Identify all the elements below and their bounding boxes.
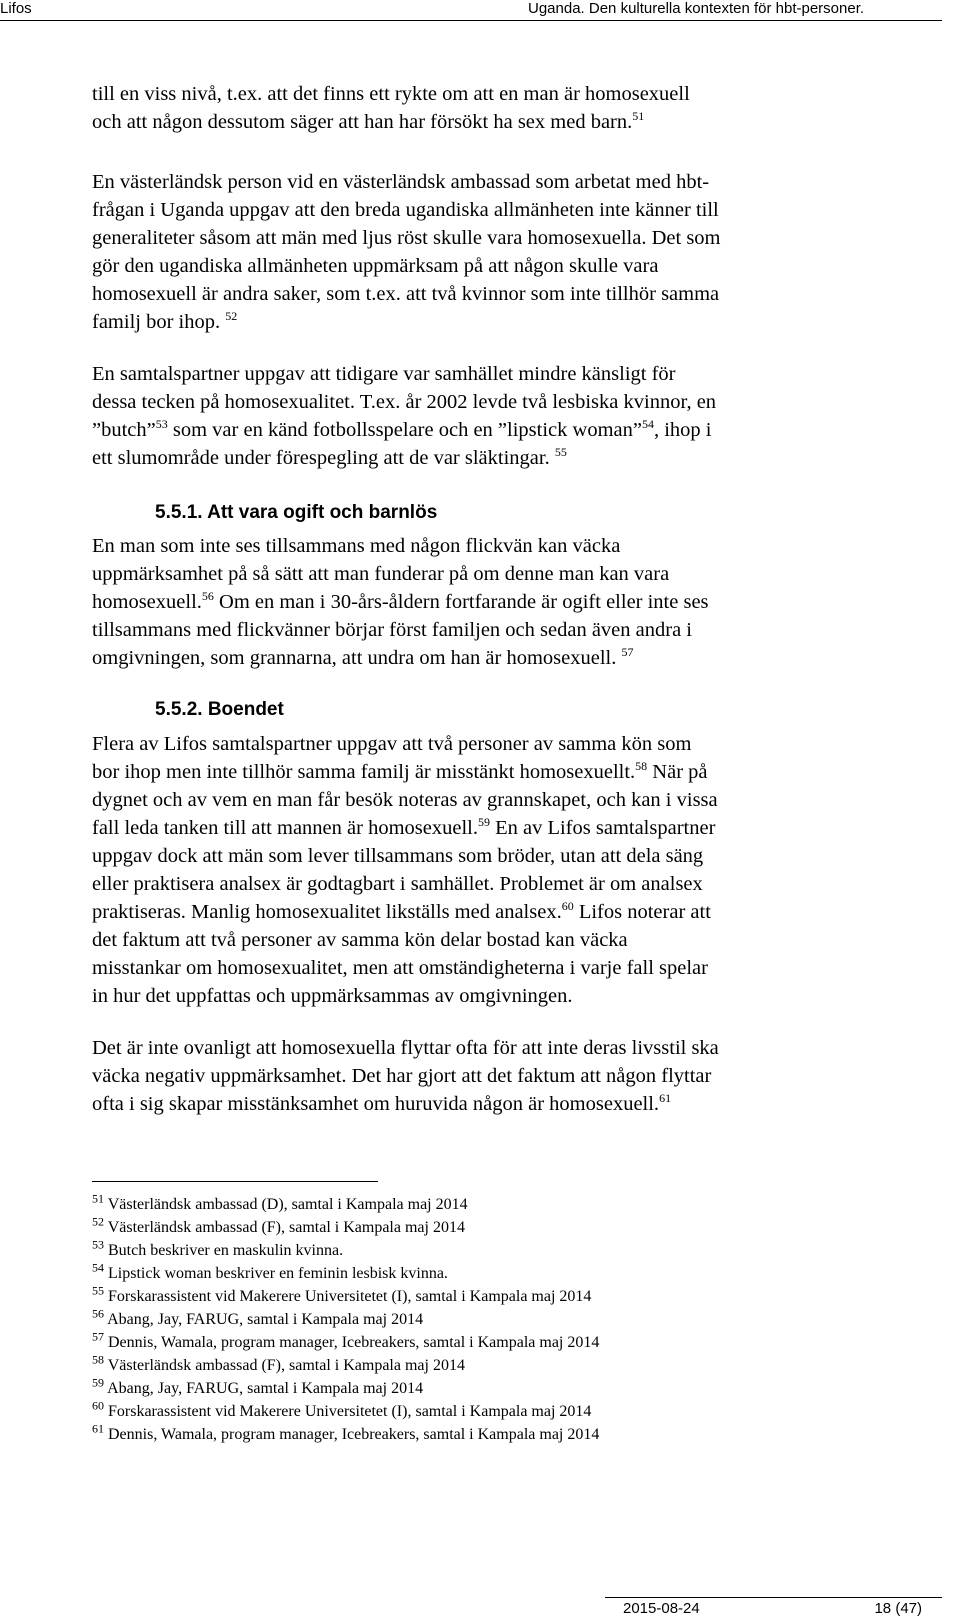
text-run: ”butch” [92,419,156,441]
section-number: 5.5.2. [155,699,203,720]
text-line [92,758,862,786]
section-number: 5.5.1. [155,502,203,523]
text-run: homosexuell. [92,591,202,613]
footnote-number: 60 [92,1398,104,1413]
footnote-ref: 57 [621,645,634,660]
paragraph [92,80,862,136]
footnote-text: Abang, Jay, FARUG, samtal i Kampala maj 2014 [107,1311,424,1328]
footnote-text: Abang, Jay, FARUG, samtal i Kampala maj 2014 [107,1380,424,1397]
text-line [92,814,862,842]
text-line: tillsammans med flickvänner börjar först familjen och sedan även andra i [92,619,692,641]
footnote-number: 54 [92,1260,104,1275]
text-run: bor ihop men inte tillhör samma familj är misstänkt homosexuellt. [92,761,636,783]
footnotes [92,1193,599,1446]
paragraph [92,730,862,1010]
footnote-ref: 53 [155,417,168,432]
footnote [92,1239,599,1262]
footnote-text: Västerländsk ambassad (F), samtal i Kampala maj 2014 [107,1219,465,1236]
footnote-ref: 52 [225,309,238,324]
text-run: fall leda tanken till att mannen är homosexuell. [92,817,478,839]
text-line [92,444,862,472]
footnote-ref: 61 [659,1091,672,1106]
text-line: till en viss nivå, t.ex. att det finns ett rykte om att en man är homosexuell [92,83,690,105]
footnote-number: 57 [92,1329,104,1344]
footnote [92,1423,599,1446]
footnote [92,1400,599,1423]
footnote-ref: 58 [635,759,648,774]
footnote-text: Forskarassistent vid Makerere Universitetet (I), samtal i Kampala maj 2014 [108,1403,592,1420]
text-line: in hur det uppfattas och uppmärksammas av omgivningen. [92,985,573,1007]
text-line: dessa tecken på homosexualitet. T.ex. år 2002 levde två lesbiska kvinnor, en [92,391,717,413]
text-run: ett slumområde under förespegling att de var släktingar. [92,447,550,469]
footnote-text: Västerländsk ambassad (F), samtal i Kampala maj 2014 [107,1357,465,1374]
footnote-ref: 56 [201,589,214,604]
page-header [0,0,942,21]
text-line: eller praktisera analsex är godtagbart i samhället. Problemet är om analsex [92,873,703,895]
section-heading [155,699,284,721]
footnote-text: Forskarassistent vid Makerere Universitetet (I), samtal i Kampala maj 2014 [108,1288,592,1305]
text-line [92,108,862,136]
text-run: Lifos noterar att [573,901,711,923]
footnote-number: 55 [92,1283,104,1298]
footnote-ref: 51 [632,109,645,124]
text-run: som var en känd fotbollsspelare och en ”lipstick woman” [167,419,642,441]
footnote-text: Butch beskriver en maskulin kvinna. [108,1242,344,1259]
text-run: praktiseras. Manlig homosexualitet likställs med analsex. [92,901,562,923]
footnote [92,1308,599,1331]
text-run: ofta i sig skapar misstänksamhet om huruvida någon är homosexuell. [92,1093,660,1115]
footnote-ref: 59 [477,815,490,830]
text-line [92,308,862,336]
text-run: En av Lifos samtalspartner [489,817,716,839]
text-line: Flera av Lifos samtalspartner uppgav att två personer av samma kön som [92,733,692,755]
text-line [92,898,862,926]
footnote-divider [92,1181,378,1182]
footnote-number: 61 [92,1421,104,1436]
text-line: det faktum att två personer av samma kön delar bostad kan väcka [92,929,628,951]
footnote [92,1354,599,1377]
text-line: väcka negativ uppmärksamhet. Det har gjort att det faktum att någon flyttar [92,1065,712,1087]
page-footer [605,1597,942,1617]
footnote-number: 52 [92,1214,104,1229]
paragraph [92,360,862,472]
footnote-number: 58 [92,1352,104,1367]
header-title: Uganda. Den kulturella kontexten för hbt-personer. [528,0,865,17]
text-line [92,1090,862,1118]
footnote-ref: 60 [561,899,574,914]
paragraph [92,168,862,336]
text-line: Det är inte ovanligt att homosexuella flyttar ofta för att inte deras livsstil ska [92,1037,719,1059]
paragraph [92,1034,862,1118]
text-line: frågan i Uganda uppgav att den breda ugandiska allmänheten inte känner till [92,199,719,221]
text-line: dygnet och av vem en man får besök noteras av grannskapet, och kan i vissa [92,789,718,811]
text-run: , ihop i [653,419,712,441]
section-heading [155,502,437,524]
footnote-number: 51 [92,1191,104,1206]
text-line: misstankar om homosexualitet, men att omständigheterna i varje fall spelar [92,957,708,979]
text-line [92,416,862,444]
footnote [92,1285,599,1308]
text-line: En man som inte ses tillsammans med någon flickvän kan väcka [92,535,621,557]
footnote-ref: 54 [641,417,654,432]
header-left: Lifos [0,0,32,17]
text-run: familj bor ihop. [92,311,221,333]
footnote [92,1331,599,1354]
text-line: homosexuell är andra saker, som t.ex. att två kvinnor som inte tillhör samma [92,283,720,305]
footnote [92,1377,599,1400]
footnote [92,1262,599,1285]
text-line [92,588,862,616]
text-run: När på [647,761,708,783]
footnote-number: 59 [92,1375,104,1390]
text-run: Om en man i 30-års-åldern fortfarande är ogift eller inte ses [213,591,709,613]
footnote-number: 56 [92,1306,104,1321]
footnote [92,1193,599,1216]
text-line: uppgav dock att män som lever tillsammans som bröder, utan att dela säng [92,845,704,867]
text-line: gör den ugandiska allmänheten uppmärksam på att någon skulle vara [92,255,659,277]
section-title: Boendet [207,699,284,720]
text-run: omgivningen, som grannarna, att undra om han är homosexuell. [92,647,617,669]
footnote-text: Dennis, Wamala, program manager, Icebreakers, samtal i Kampala maj 2014 [108,1426,600,1443]
footnote-text: Dennis, Wamala, program manager, Icebreakers, samtal i Kampala maj 2014 [108,1334,600,1351]
text-line: En samtalspartner uppgav att tidigare var samhället mindre känsligt för [92,363,676,385]
footer-date: 2015-08-24 [623,1600,700,1617]
footnote-text: Lipstick woman beskriver en feminin lesbisk kvinna. [108,1265,448,1282]
text-run: och att någon dessutom säger att han har försökt ha sex med barn. [92,111,633,133]
section-title: Att vara ogift och barnlös [207,502,438,523]
footnote-text: Västerländsk ambassad (D), samtal i Kampala maj 2014 [107,1196,468,1213]
text-line: En västerländsk person vid en västerländsk ambassad som arbetat med hbt- [92,171,710,193]
paragraph [92,532,862,672]
text-line [92,644,862,672]
footnote-ref: 55 [554,445,567,460]
footnote [92,1216,599,1239]
text-line: generaliteter såsom att män med ljus röst skulle vara homosexuella. Det som [92,227,721,249]
text-line: uppmärksamhet på så sätt att man funderar på om denne man kan vara [92,563,670,585]
page-number: 18 (47) [874,1600,922,1617]
footnote-number: 53 [92,1237,104,1252]
